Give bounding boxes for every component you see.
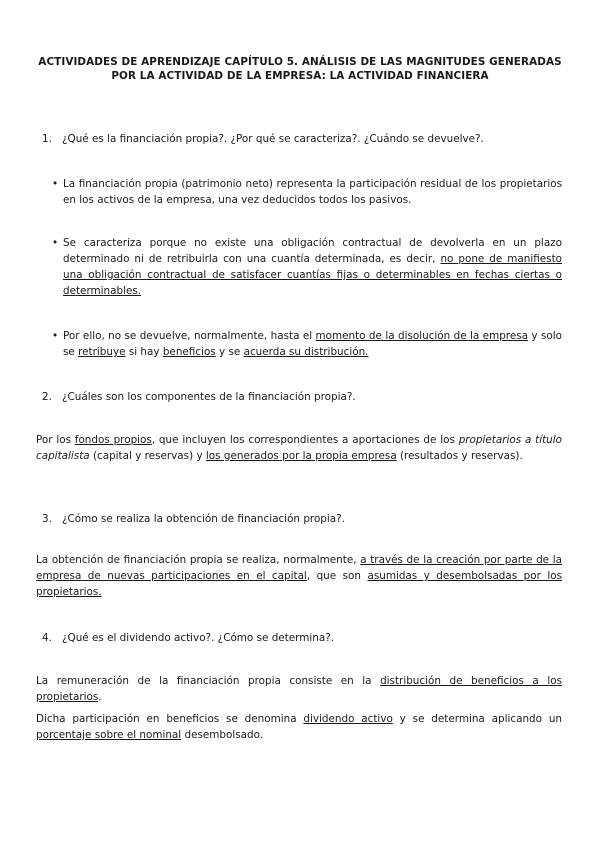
underlined-text: a través de la creación por parte de la empresa de nuevas participaciones en el capital bbox=[36, 554, 562, 582]
answer-paragraph bbox=[36, 432, 562, 464]
underlined-text: momento de la disolución de la empresa bbox=[315, 330, 529, 342]
underlined-text: asumidas y desembolsadas por los propietarios. bbox=[36, 570, 562, 598]
italic-text: propietarios a título capitalista bbox=[36, 434, 563, 462]
text-run: si hay bbox=[125, 346, 163, 358]
question-text: ¿Cuáles son los componentes de la financiación propia?. bbox=[62, 391, 356, 403]
question-text: ¿Cómo se realiza la obtención de financiación propia?. bbox=[62, 513, 345, 525]
bullet-icon: • bbox=[52, 237, 59, 249]
text-run: y se bbox=[215, 346, 244, 358]
bullet-icon: • bbox=[52, 330, 59, 342]
text-run: La remuneración de la financiación propia consiste en la bbox=[36, 675, 381, 687]
question-text: ¿Qué es el dividendo activo?. ¿Cómo se determina?. bbox=[62, 632, 335, 644]
bullet-text bbox=[63, 235, 562, 299]
text-run: (resultados y reservas). bbox=[396, 450, 523, 462]
underlined-text: retribuye bbox=[78, 346, 126, 358]
underlined-text: los generados por la propia empresa bbox=[205, 450, 397, 462]
underlined-text: porcentaje sobre el nominal bbox=[36, 729, 182, 741]
underlined-text: fondos propios bbox=[74, 434, 152, 446]
bullet-icon: • bbox=[52, 178, 59, 190]
question-4 bbox=[42, 631, 334, 645]
question-3 bbox=[42, 512, 345, 526]
question-number: 4. bbox=[42, 632, 52, 644]
underlined-text: distribución de beneficios a los propietarios bbox=[36, 675, 562, 703]
text-run: , que incluyen los correspondientes a aportaciones de los bbox=[151, 434, 459, 446]
text-run: Dicha participación en beneficios se denomina bbox=[36, 713, 304, 725]
text-run: y solo se bbox=[63, 330, 562, 358]
text-run: La obtención de financiación propia se realiza, normalmente, bbox=[36, 554, 361, 566]
question-number: 1. bbox=[42, 133, 52, 145]
answer-paragraph bbox=[36, 673, 562, 705]
bullet-item bbox=[52, 176, 562, 208]
text-run: , que son bbox=[306, 570, 368, 582]
underlined-text: beneficios bbox=[162, 346, 216, 358]
question-number: 3. bbox=[42, 513, 52, 525]
bullet-text: La financiación propia (patrimonio neto) representa la participación residual de los propietarios en los activos de la empresa, una vez deducidos todos los pasivos. bbox=[63, 178, 562, 206]
question-number: 2. bbox=[42, 391, 52, 403]
text-run: . bbox=[98, 691, 102, 703]
text-run: Por ello, no se devuelve, normalmente, hasta el bbox=[63, 330, 316, 342]
question-2 bbox=[42, 390, 356, 404]
underlined-text: acuerda su distribución. bbox=[243, 346, 369, 358]
text-run: Se caracteriza porque no existe una obligación contractual de devolverla en un plazo determinado ni de retribuirla con una cuantía determinada, es decir, bbox=[63, 237, 562, 265]
question-text: ¿Qué es la financiación propia?. ¿Por qué se caracteriza?. ¿Cuándo se devuelve?. bbox=[62, 133, 484, 145]
question-1 bbox=[42, 132, 484, 146]
text-run: y se determina aplicando un bbox=[392, 713, 562, 725]
underlined-text: no pone de manifiesto una obligación contractual de satisfacer cuantías fijas o determinables en fechas ciertas o determinables. bbox=[63, 253, 563, 297]
text-run: (capital y reservas) y bbox=[89, 450, 206, 462]
document-title: ACTIVIDADES DE APRENDIZAJE CAPÍTULO 5. ANÁLISIS DE LAS MAGNITUDES GENERADAS POR LA ACTIVIDAD DE LA EMPRESA: LA ACTIVIDAD FINANCIERA bbox=[38, 56, 562, 82]
text-run: desembolsado. bbox=[181, 729, 264, 741]
bullet-item bbox=[52, 328, 562, 360]
bullet-item bbox=[52, 235, 562, 299]
underlined-text: dividendo activo bbox=[303, 713, 393, 725]
answer-paragraph bbox=[36, 711, 562, 743]
answer-paragraph bbox=[36, 552, 562, 600]
text-run: Por los bbox=[36, 434, 75, 446]
bullet-text bbox=[63, 328, 562, 360]
